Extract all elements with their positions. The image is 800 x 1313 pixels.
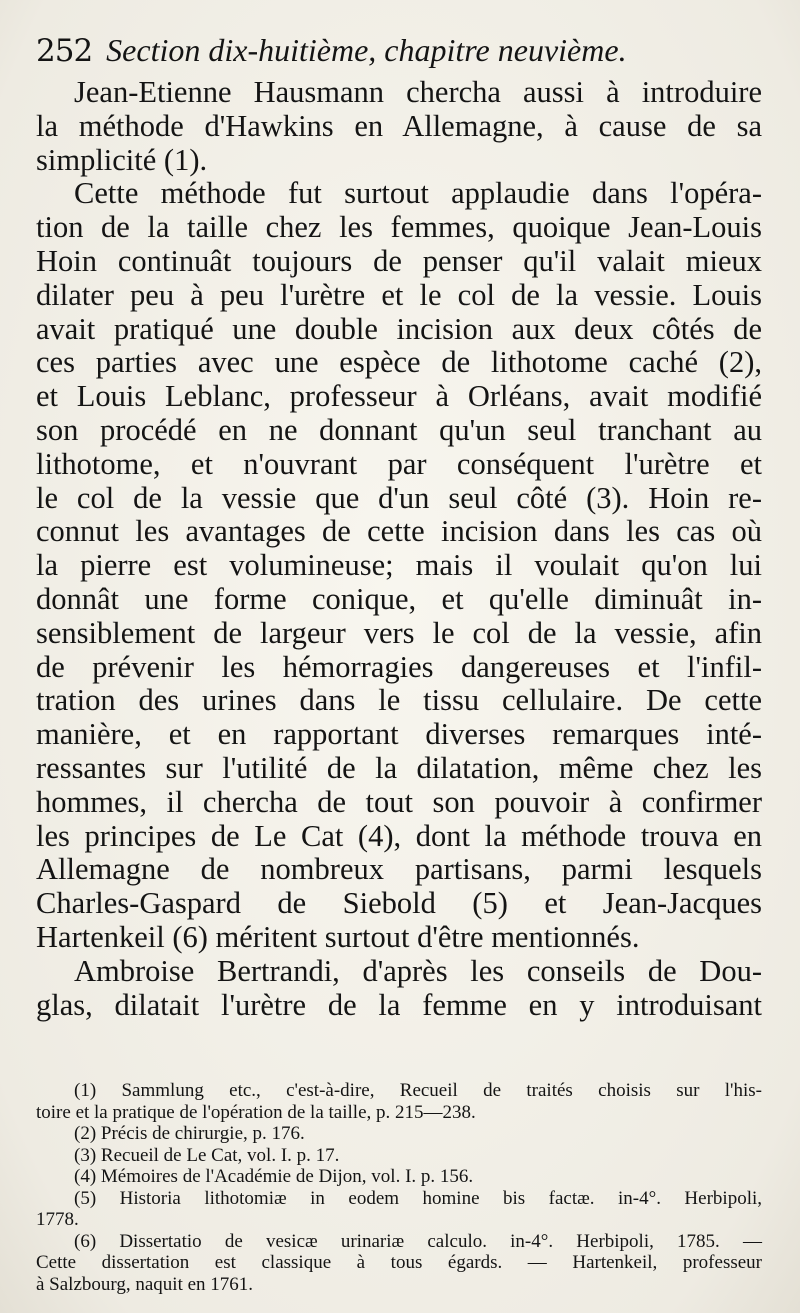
text-line: ces parties avec une espèce de lithotome caché (2), [36, 345, 762, 380]
page-number: 252 [36, 33, 93, 69]
text-line: connut les avantages de cette incision dans les cas où [36, 514, 762, 549]
text-line: Charles-Gaspard de Siebold (5) et Jean-Jacques [36, 886, 762, 921]
text-line: simplicité (1). [36, 142, 208, 177]
text-line: la méthode d'Hawkins en Allemagne, à cause de sa [36, 108, 762, 143]
text-line: Allemagne de nombreux partisans, parmi lesquels [36, 852, 762, 887]
footnote-line: (2) Précis de chirurgie, p. 176. [74, 1123, 305, 1145]
text-line: dilater peu à peu l'urètre et le col de la vessie. Louis [36, 277, 762, 312]
text-line: ressantes sur l'utilité de la dilatation, même chez les [36, 750, 762, 785]
text-line: les principes de Le Cat (4), dont la méthode trouva en [36, 818, 762, 853]
text-line: manière, et en rapportant diverses remarques inté- [36, 717, 762, 752]
footnote-line: 1778. [36, 1209, 79, 1231]
footnote-line: (6) Dissertatio de vesicæ urinariæ calculo. in-4°. Herbipoli, 1785. — [74, 1230, 762, 1252]
text-line: lithotome, et n'ouvrant par conséquent l'urètre et [36, 446, 762, 481]
text-line: et Louis Leblanc, professeur à Orléans, avait modifié [36, 379, 762, 414]
footnote-line: (5) Historia lithotomiæ in eodem homine bis factæ. in-4°. Herbipoli, [74, 1187, 762, 1209]
text-line: donnât une forme conique, et qu'elle diminuât in- [36, 581, 762, 616]
text-line: Ambroise Bertrandi, d'après les conseils de Dou- [74, 953, 762, 988]
text-line: glas, dilatait l'urètre de la femme en y introduisant [36, 987, 762, 1022]
running-title: Section dix-huitième, chapitre neuvième. [106, 32, 627, 68]
body-text [36, 76, 762, 1022]
footnote-line: toire et la pratique de l'opération de la taille, p. 215—238. [36, 1101, 476, 1123]
footnote-line: (3) Recueil de Le Cat, vol. I. p. 17. [74, 1144, 340, 1166]
running-head [36, 30, 762, 74]
text-line: Cette méthode fut surtout applaudie dans l'opéra- [74, 176, 762, 211]
text-line: sensiblement de largeur vers le col de la vessie, afin [36, 615, 762, 650]
text-line: Hoin continuât toujours de penser qu'il valait mieux [36, 243, 762, 278]
footnote-line: (4) Mémoires de l'Académie de Dijon, vol. I. p. 156. [74, 1166, 474, 1188]
text-line: Hartenkeil (6) méritent surtout d'être mentionnés. [36, 919, 640, 954]
text-line: son procédé en ne donnant qu'un seul tranchant au [36, 412, 762, 447]
text-line: tration des urines dans le tissu cellulaire. De cette [36, 683, 762, 718]
text-line: le col de la vessie que d'un seul côté (3). Hoin re- [36, 480, 762, 515]
text-line: avait pratiqué une double incision aux deux côtés de [36, 311, 762, 346]
text-line: tion de la taille chez les femmes, quoique Jean-Louis [36, 210, 762, 245]
footnote-line: à Salzbourg, naquit en 1761. [36, 1273, 254, 1295]
footnote-line: (1) Sammlung etc., c'est-à-dire, Recueil de traités choisis sur l'his- [74, 1080, 762, 1102]
footnote-line: Cette dissertation est classique à tous égards. — Hartenkeil, professeur [36, 1252, 762, 1274]
text-line: hommes, il chercha de tout son pouvoir à confirmer [36, 784, 762, 819]
text-line: de prévenir les hémorragies dangereuses et l'infil- [36, 649, 762, 684]
text-line: Jean-Etienne Hausmann chercha aussi à introduire [74, 75, 762, 109]
text-line: la pierre est volumineuse; mais il voulait qu'on lui [36, 548, 762, 583]
footnotes [36, 1080, 762, 1295]
